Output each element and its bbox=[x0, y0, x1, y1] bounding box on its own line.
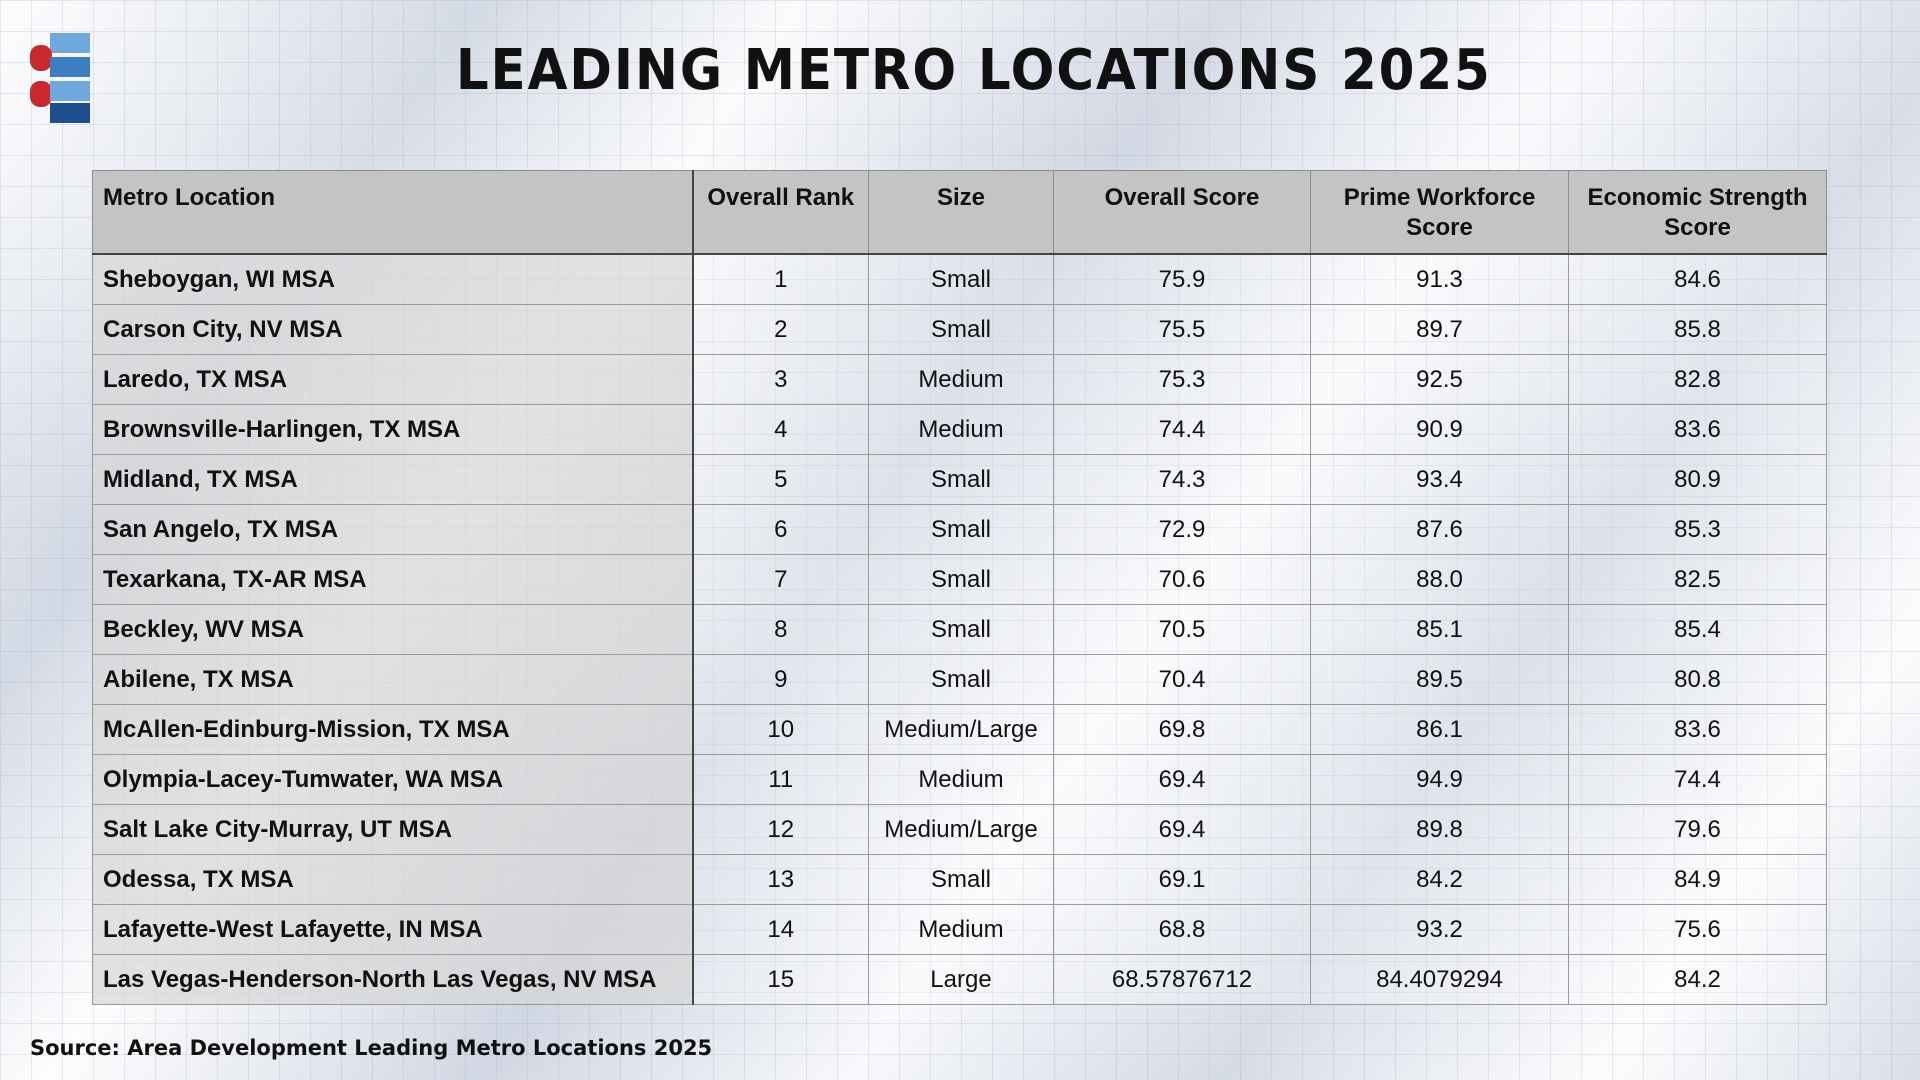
table-row bbox=[93, 805, 1827, 855]
cell-prime-workforce-score: 85.1 bbox=[1311, 605, 1569, 655]
cell-overall-rank: 1 bbox=[693, 254, 869, 305]
cell-overall-score: 68.57876712 bbox=[1054, 955, 1311, 1005]
cell-size: Small bbox=[869, 555, 1054, 605]
cell-overall-rank: 15 bbox=[693, 955, 869, 1005]
table-row bbox=[93, 505, 1827, 555]
cell-overall-score: 74.4 bbox=[1054, 405, 1311, 455]
cell-metro-location: Laredo, TX MSA bbox=[93, 355, 693, 405]
cell-overall-rank: 8 bbox=[693, 605, 869, 655]
cell-size: Small bbox=[869, 455, 1054, 505]
cell-overall-rank: 10 bbox=[693, 705, 869, 755]
cell-economic-strength-score: 79.6 bbox=[1569, 805, 1827, 855]
cell-metro-location: Olympia-Lacey-Tumwater, WA MSA bbox=[93, 755, 693, 805]
cell-economic-strength-score: 85.8 bbox=[1569, 305, 1827, 355]
cell-overall-rank: 14 bbox=[693, 905, 869, 955]
table-row bbox=[93, 355, 1827, 405]
page-title: LEADING METRO LOCATIONS 2025 bbox=[455, 38, 1492, 103]
cell-metro-location: San Angelo, TX MSA bbox=[93, 505, 693, 555]
table-row bbox=[93, 855, 1827, 905]
cell-overall-score: 69.8 bbox=[1054, 705, 1311, 755]
cell-overall-score: 70.6 bbox=[1054, 555, 1311, 605]
table-row bbox=[93, 555, 1827, 605]
cell-size: Medium bbox=[869, 755, 1054, 805]
cell-overall-rank: 12 bbox=[693, 805, 869, 855]
cell-prime-workforce-score: 93.4 bbox=[1311, 455, 1569, 505]
cell-overall-score: 68.8 bbox=[1054, 905, 1311, 955]
cell-prime-workforce-score: 89.5 bbox=[1311, 655, 1569, 705]
cell-size: Medium bbox=[869, 905, 1054, 955]
header-metro-location: Metro Location bbox=[93, 171, 693, 255]
cell-overall-score: 72.9 bbox=[1054, 505, 1311, 555]
cell-economic-strength-score: 84.9 bbox=[1569, 855, 1827, 905]
cell-economic-strength-score: 82.8 bbox=[1569, 355, 1827, 405]
cell-overall-score: 75.5 bbox=[1054, 305, 1311, 355]
cell-size: Large bbox=[869, 955, 1054, 1005]
table-row bbox=[93, 755, 1827, 805]
cell-prime-workforce-score: 90.9 bbox=[1311, 405, 1569, 455]
cell-prime-workforce-score: 89.8 bbox=[1311, 805, 1569, 855]
cell-prime-workforce-score: 86.1 bbox=[1311, 705, 1569, 755]
table-row bbox=[93, 705, 1827, 755]
cell-size: Small bbox=[869, 655, 1054, 705]
cell-metro-location: Salt Lake City-Murray, UT MSA bbox=[93, 805, 693, 855]
cell-overall-rank: 2 bbox=[693, 305, 869, 355]
table-row bbox=[93, 905, 1827, 955]
cell-prime-workforce-score: 84.4079294 bbox=[1311, 955, 1569, 1005]
cell-overall-score: 70.5 bbox=[1054, 605, 1311, 655]
cell-metro-location: Las Vegas-Henderson-North Las Vegas, NV MSA bbox=[93, 955, 693, 1005]
table-row bbox=[93, 955, 1827, 1005]
table-row bbox=[93, 655, 1827, 705]
header-prime-workforce-score: Prime Workforce Score bbox=[1311, 171, 1569, 255]
cell-metro-location: Beckley, WV MSA bbox=[93, 605, 693, 655]
cell-overall-rank: 3 bbox=[693, 355, 869, 405]
cell-metro-location: Lafayette-West Lafayette, IN MSA bbox=[93, 905, 693, 955]
table-row bbox=[93, 254, 1827, 305]
cell-prime-workforce-score: 93.2 bbox=[1311, 905, 1569, 955]
cell-economic-strength-score: 83.6 bbox=[1569, 405, 1827, 455]
metro-rankings-table bbox=[92, 170, 1827, 1005]
cell-overall-rank: 13 bbox=[693, 855, 869, 905]
cell-overall-rank: 7 bbox=[693, 555, 869, 605]
cell-overall-rank: 9 bbox=[693, 655, 869, 705]
cell-economic-strength-score: 84.2 bbox=[1569, 955, 1827, 1005]
cell-overall-rank: 11 bbox=[693, 755, 869, 805]
cell-metro-location: Brownsville-Harlingen, TX MSA bbox=[93, 405, 693, 455]
cell-metro-location: McAllen-Edinburg-Mission, TX MSA bbox=[93, 705, 693, 755]
cell-size: Small bbox=[869, 305, 1054, 355]
cell-prime-workforce-score: 84.2 bbox=[1311, 855, 1569, 905]
header-overall-rank: Overall Rank bbox=[693, 171, 869, 255]
cell-economic-strength-score: 85.3 bbox=[1569, 505, 1827, 555]
cell-prime-workforce-score: 94.9 bbox=[1311, 755, 1569, 805]
cell-size: Medium/Large bbox=[869, 705, 1054, 755]
cell-size: Small bbox=[869, 605, 1054, 655]
table-row bbox=[93, 455, 1827, 505]
cell-overall-score: 75.3 bbox=[1054, 355, 1311, 405]
cell-prime-workforce-score: 89.7 bbox=[1311, 305, 1569, 355]
cell-size: Small bbox=[869, 855, 1054, 905]
cell-metro-location: Texarkana, TX-AR MSA bbox=[93, 555, 693, 605]
cell-overall-rank: 4 bbox=[693, 405, 869, 455]
cell-size: Medium bbox=[869, 405, 1054, 455]
source-note: Source: Area Development Leading Metro Locations 2025 bbox=[30, 1036, 713, 1060]
cell-economic-strength-score: 83.6 bbox=[1569, 705, 1827, 755]
cell-overall-rank: 6 bbox=[693, 505, 869, 555]
cell-size: Small bbox=[869, 505, 1054, 555]
cell-overall-score: 69.1 bbox=[1054, 855, 1311, 905]
cell-overall-score: 69.4 bbox=[1054, 805, 1311, 855]
cell-economic-strength-score: 85.4 bbox=[1569, 605, 1827, 655]
cell-overall-score: 74.3 bbox=[1054, 455, 1311, 505]
cell-size: Small bbox=[869, 254, 1054, 305]
cell-economic-strength-score: 84.6 bbox=[1569, 254, 1827, 305]
cell-overall-score: 69.4 bbox=[1054, 755, 1311, 805]
cell-overall-score: 70.4 bbox=[1054, 655, 1311, 705]
cell-prime-workforce-score: 92.5 bbox=[1311, 355, 1569, 405]
cell-economic-strength-score: 75.6 bbox=[1569, 905, 1827, 955]
cell-economic-strength-score: 80.8 bbox=[1569, 655, 1827, 705]
table-body bbox=[93, 254, 1827, 1005]
cell-prime-workforce-score: 88.0 bbox=[1311, 555, 1569, 605]
table-row bbox=[93, 405, 1827, 455]
cell-economic-strength-score: 74.4 bbox=[1569, 755, 1827, 805]
header-size: Size bbox=[869, 171, 1054, 255]
cell-economic-strength-score: 82.5 bbox=[1569, 555, 1827, 605]
cell-size: Medium bbox=[869, 355, 1054, 405]
cell-prime-workforce-score: 87.6 bbox=[1311, 505, 1569, 555]
header-economic-strength-score: Economic Strength Score bbox=[1569, 171, 1827, 255]
cell-metro-location: Carson City, NV MSA bbox=[93, 305, 693, 355]
cell-metro-location: Odessa, TX MSA bbox=[93, 855, 693, 905]
table-row bbox=[93, 305, 1827, 355]
table-header-row bbox=[93, 171, 1827, 255]
cell-size: Medium/Large bbox=[869, 805, 1054, 855]
cell-metro-location: Midland, TX MSA bbox=[93, 455, 693, 505]
cell-overall-score: 75.9 bbox=[1054, 254, 1311, 305]
cell-overall-rank: 5 bbox=[693, 455, 869, 505]
header-overall-score: Overall Score bbox=[1054, 171, 1311, 255]
cell-economic-strength-score: 80.9 bbox=[1569, 455, 1827, 505]
cell-prime-workforce-score: 91.3 bbox=[1311, 254, 1569, 305]
cell-metro-location: Sheboygan, WI MSA bbox=[93, 254, 693, 305]
table-row bbox=[93, 605, 1827, 655]
cell-metro-location: Abilene, TX MSA bbox=[93, 655, 693, 705]
